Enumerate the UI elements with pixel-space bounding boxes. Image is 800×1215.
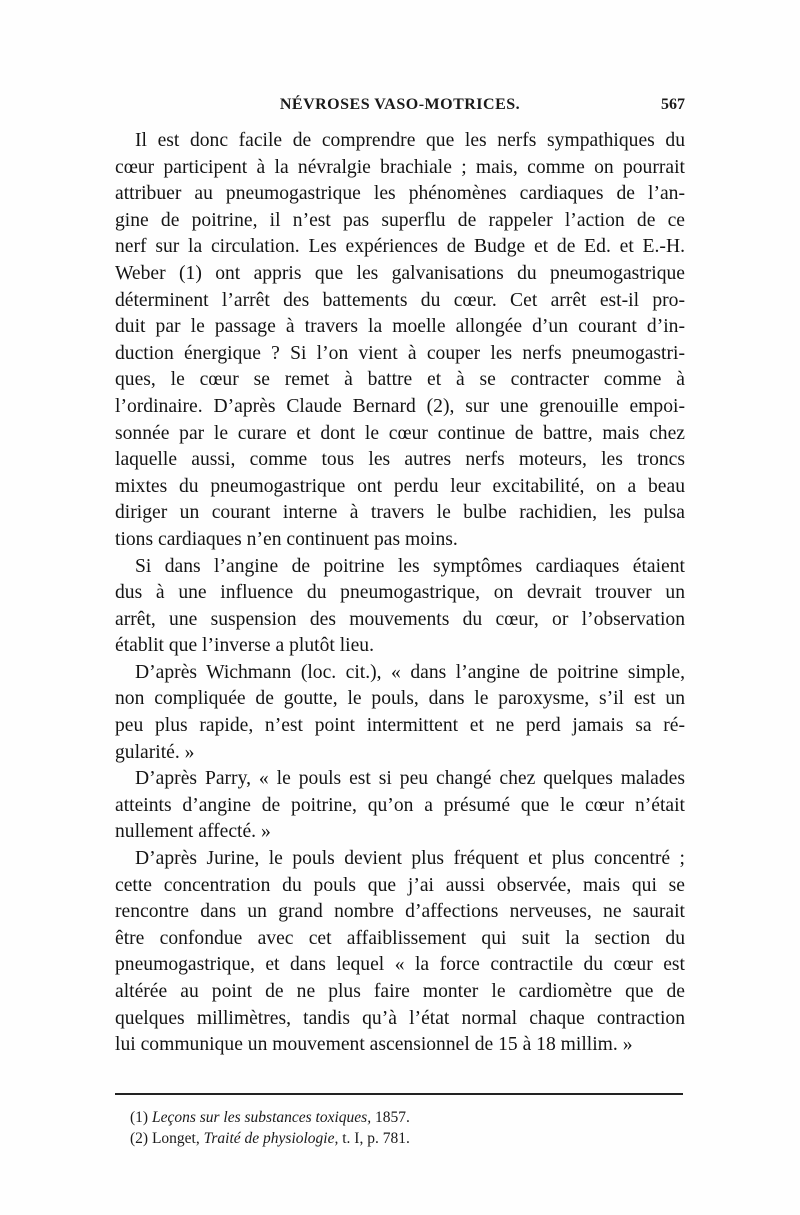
text-line: gine de poitrine, il n’est pas superflu de rappeler l’action de ce [115, 209, 685, 231]
footnote-1 [130, 1107, 690, 1128]
text-line: rencontre dans un grand nombre d’affections nerveuses, ne saurait [115, 901, 685, 923]
text-line: D’après Jurine, le pouls devient plus fréquent et plus concentré ; [135, 848, 685, 870]
text-line: ques, le cœur se remet à battre et à se contracter comme à [115, 369, 685, 391]
footnote-title: Leçons sur les substances toxiques, [151, 1109, 372, 1126]
text-line: attribuer au pneumogastrique les phénomènes cardiaques de l’an- [115, 183, 685, 205]
text-line: cœur participent à la névralgie brachiale ; mais, comme on pourrait [115, 156, 685, 178]
paragraph-1 [115, 128, 685, 554]
running-head [115, 96, 685, 120]
text-line: diriger un courant interne à travers le bulbe rachidien, les pulsa [115, 502, 685, 524]
text-line: Il est donc facile de comprendre que les nerfs sympathiques du [135, 130, 685, 151]
text-line: cette concentration du pouls que j’ai aussi observée, mais qui se [115, 874, 685, 896]
page-number: 567 [661, 96, 685, 113]
footnote-detail: t. I, p. 781. [338, 1130, 410, 1147]
text-line: Si dans l’angine de poitrine les symptômes cardiaques étaient [135, 555, 685, 577]
footnotes [130, 1107, 690, 1149]
text-line: D’après Parry, « le pouls est si peu changé chez quelques malades [135, 768, 685, 790]
footnote-2 [130, 1128, 690, 1149]
text-line: déterminent l’arrêt des battements du cœur. Cet arrêt est-il pro- [115, 289, 685, 311]
text-line: gularité. » [115, 741, 195, 763]
text-line: tions cardiaques n’en continuent pas moins. [115, 528, 458, 550]
text-line: nullement affecté. » [115, 821, 271, 843]
running-title: NÉVROSES VASO-MOTRICES. [279, 96, 521, 113]
text-line: altérée au point de ne plus faire monter le cardiomètre que de [115, 981, 685, 1002]
text-line: établit que l’inverse a plutôt lieu. [115, 635, 374, 657]
paragraph-3 [115, 660, 685, 766]
text-line: pneumogastrique, et dans lequel « la force contractile du cœur est [115, 954, 685, 976]
text-line: laquelle aussi, comme tous les autres nerfs moteurs, les troncs [115, 449, 685, 471]
text-line: être confondue avec cet affaiblissement qui suit la section du [115, 927, 685, 949]
text-line: duction énergique ? Si l’on vient à couper les nerfs pneumogastri- [115, 342, 685, 364]
text-line: atteints d’angine de poitrine, qu’on a présumé que le cœur n’était [115, 794, 685, 816]
text-line: mixtes du pneumogastrique ont perdu leur excitabilité, on a beau [115, 475, 685, 497]
text-line: quelques millimètres, tandis qu’à l’état normal chaque contraction [115, 1007, 685, 1029]
text-line: nerf sur la circulation. Les expériences de Budge et de Ed. et E.-H. [115, 236, 685, 258]
body-text [115, 128, 685, 1059]
paragraph-2 [115, 554, 685, 660]
text-line: Weber (1) ont appris que les galvanisations du pneumogastrique [115, 262, 685, 284]
text-line: arrêt, une suspension des mouvements du cœur, or l’observation [115, 608, 685, 630]
paragraph-4 [115, 766, 685, 846]
text-line: dus à une influence du pneumogastrique, on devrait trouver un [115, 582, 685, 604]
footnote-divider [115, 1093, 683, 1095]
text-line: duit par le passage à travers la moelle allongée d’un courant d’in- [115, 316, 685, 338]
footnote-title: Traité de physiologie, [199, 1130, 339, 1147]
text-line: l’ordinaire. D’après Claude Bernard (2), sur une grenouille empoi- [115, 395, 685, 417]
paragraph-5 [115, 846, 685, 1059]
text-line: non compliquée de goutte, le pouls, dans le paroxysme, s’il est un [115, 688, 685, 710]
text-line: D’après Wichmann (loc. cit.), « dans l’angine de poitrine simple, [135, 661, 685, 683]
footnote-marker: (2) [130, 1130, 149, 1147]
footnote-author: Longet, [151, 1130, 200, 1147]
text-line: peu plus rapide, n’est point intermittent et ne perd jamais sa ré- [115, 715, 685, 737]
text-line: sonnée par le curare et dont le cœur continue de battre, mais chez [115, 422, 685, 444]
footnote-detail: 1857. [371, 1109, 410, 1126]
text-line: lui communique un mouvement ascensionnel de 15 à 18 millim. » [115, 1034, 633, 1056]
footnote-marker: (1) [130, 1109, 149, 1126]
